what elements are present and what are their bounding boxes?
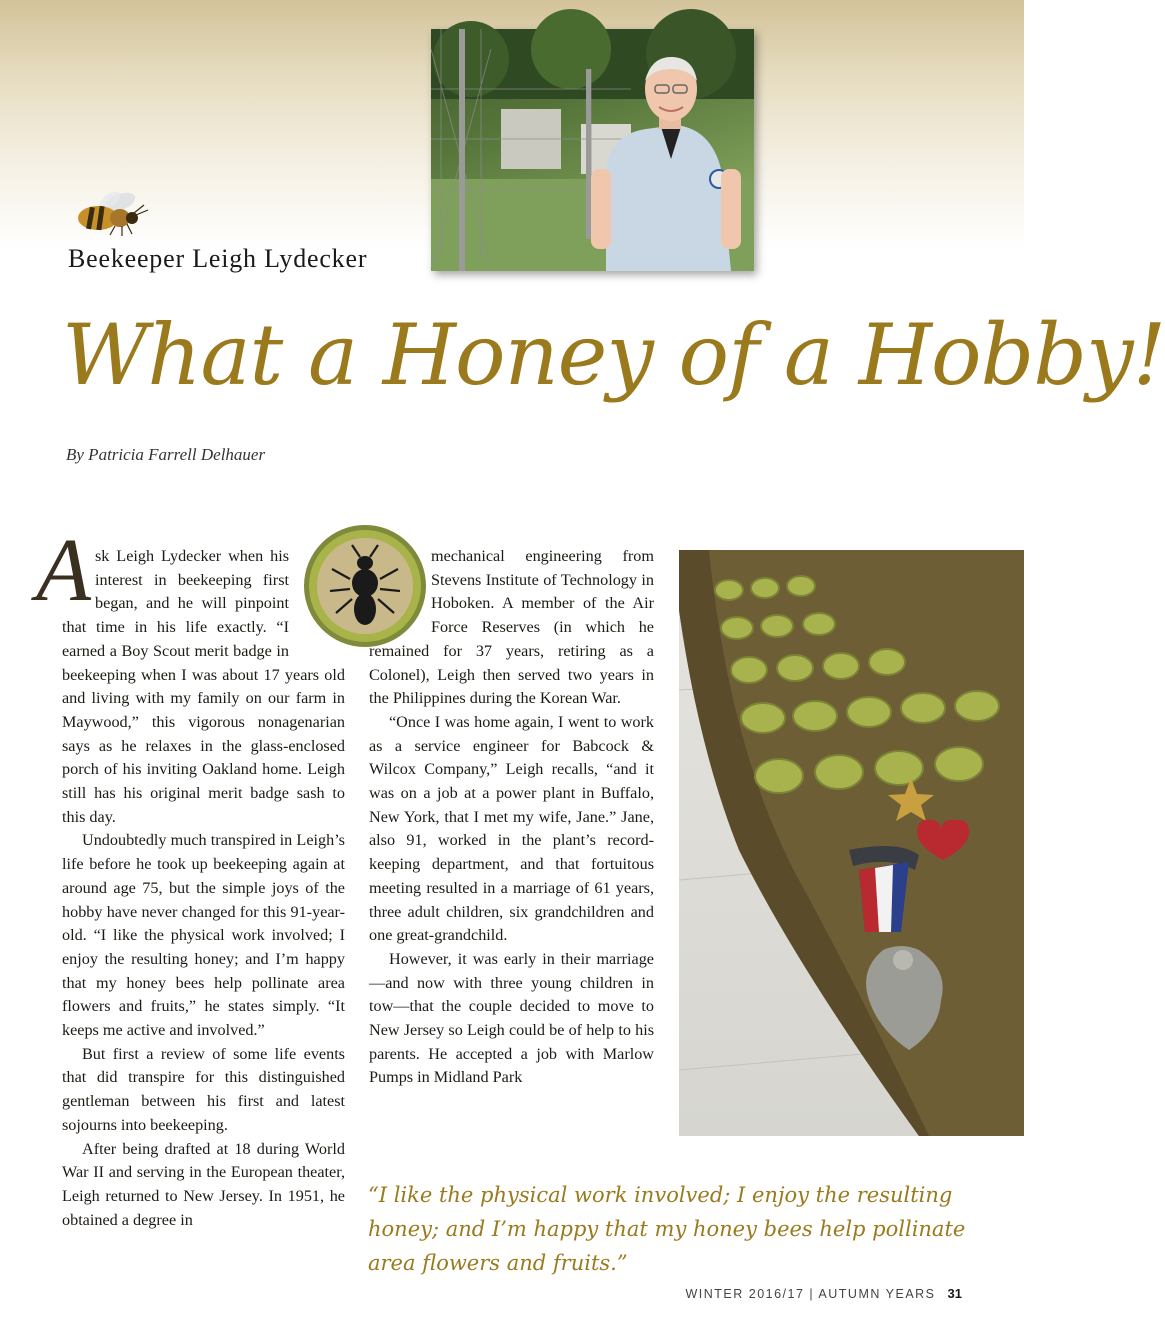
article-headline: What a Honey of a Hobby!	[62, 306, 1165, 404]
paragraph-5: mechanical engineering from Stevens Institute of Technology in Hoboken. A member of the Air Force Reserves (in which he remained for 37 years, retiring as a Colonel), Leigh then served two years in the Philippines during the Korean War.	[369, 547, 654, 708]
pull-quote: “I like the physical work involved; I enjoy the resulting honey; and I’m happy that my honey bees help pollinate area flowers and fruits.”	[368, 1183, 966, 1275]
merit-badge-sash-photo	[679, 550, 1024, 1136]
drop-cap: A	[36, 521, 91, 620]
article-column-2	[369, 545, 654, 1090]
paragraph-7: However, it was early in their marriage—and now with three young children in tow—that the couple decided to move to New Jersey so Leigh could be of help to his parents. He accepted a job with Marlow Pumps in Midland Park	[369, 949, 654, 1087]
page-footer	[685, 1286, 962, 1301]
article-byline: By Patricia Farrell Delhauer	[66, 445, 266, 464]
issue-label: WINTER 2016/17 | AUTUMN YEARS	[685, 1287, 936, 1301]
paragraph-6: “Once I was home again, I went to work as a service engineer for Babcock & Wilcox Company,” Leigh recalls, “and it was on a job at a power plant in Buffalo, New York, that I met my wife, Jane.” Jane, also 91, worked in the plant’s record-keeping department, and that fortuitous meeting resulted in a marriage of 61 years, three adult children, six grandchildren and one great-grandchild.	[369, 712, 654, 945]
leigh-lydecker-photo	[431, 29, 754, 271]
honeybee-illustration	[70, 188, 150, 238]
article-kicker: Beekeeper Leigh Lydecker	[68, 244, 368, 273]
article-column-1	[36, 521, 345, 1232]
paragraph-2: Undoubtedly much transpired in Leigh’s life before he took up beekeeping again at around age 75, but the simple joys of the hobby have never changed for this 91-year-old. “I like the physical work involved; I enjoy the resulting honey; and I’m happy that my honey bees help pollinate area flowers and fruits,” he states simply. “It keeps me active and involved.”	[62, 831, 345, 1040]
paragraph-4: After being drafted at 18 during World War II and serving in the European theater, Leigh returned to New Jersey. In 1951, he obtained a degree in	[62, 1139, 345, 1229]
paragraph-1: sk Leigh Lydecker when his interest in beekeeping first began, and he will pinpoint that time in his life exactly. “I earned a Boy Scout merit badge in beekeeping when I was about 17 years old and living with my family on our farm in Maywood,” this vigorous nonagenarian says as he relaxes in the glass-enclosed porch of his inviting Oakland home. Leigh still has his original merit badge sash to this day.	[62, 547, 345, 826]
page-number: 31	[947, 1286, 962, 1301]
paragraph-3: But first a review of some life events that did transpire for this distinguished gentleman between his first and latest sojourns into beekeeping.	[62, 1044, 345, 1134]
